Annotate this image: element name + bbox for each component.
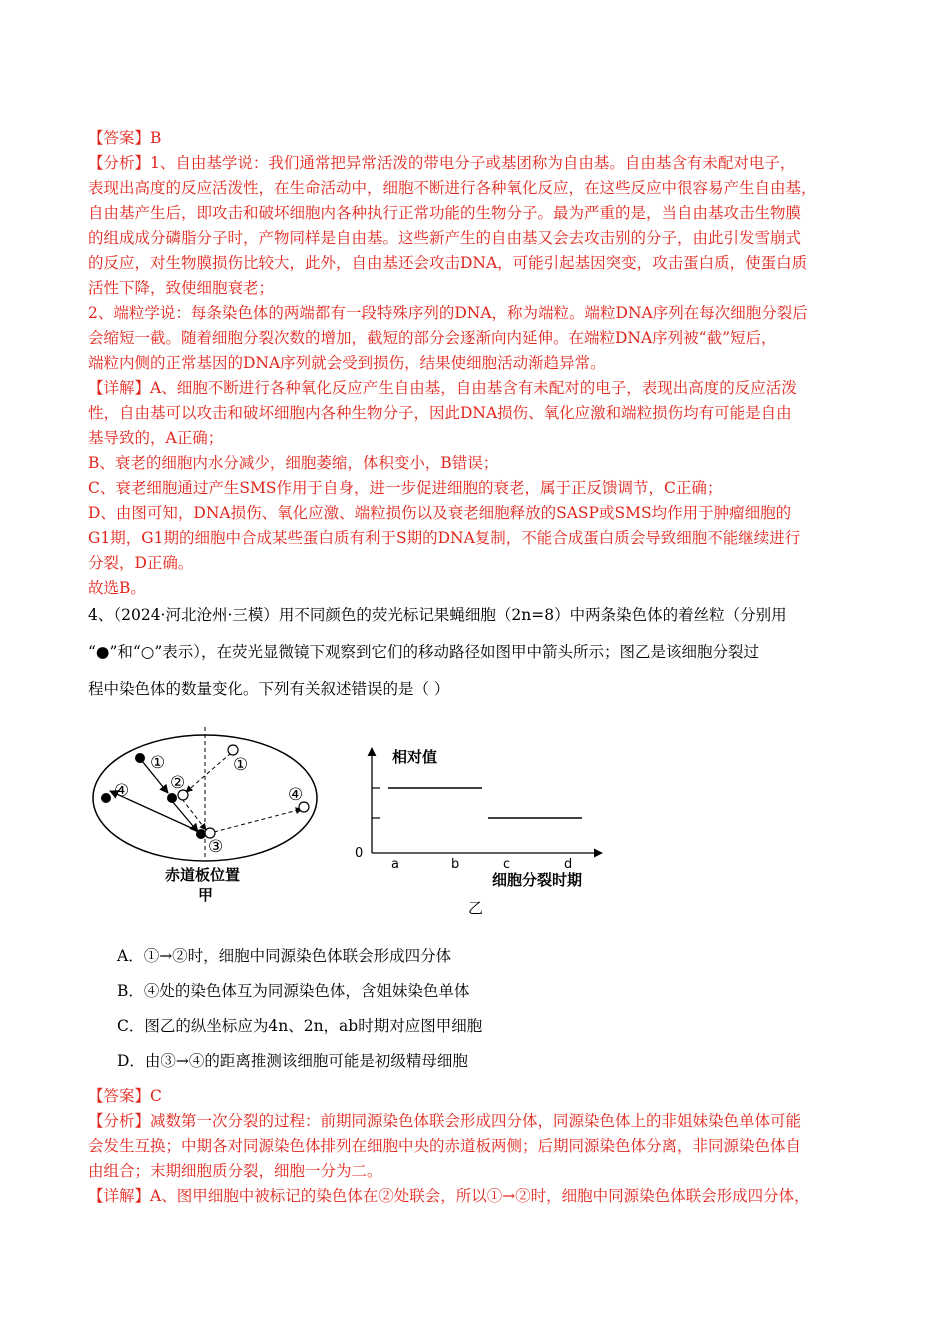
option-d: D．由③→④的距离推测该细胞可能是初级精母细胞 (117, 1052, 468, 1070)
detail-line: 性，自由基可以攻击和破坏细胞内各种生物分子，因此DNA损伤、氧化应激和端粒损伤均有可能是自由 (88, 404, 792, 422)
marker-label-2: ② (170, 773, 186, 793)
answer-label-1: 【答案】B (88, 129, 162, 147)
analysis-line: 会发生互换；中期各对同源染色体排列在细胞中央的赤道板两侧；后期同源染色体分离，非同源染色体自 (88, 1137, 802, 1155)
marker-label-4: ④ (114, 781, 130, 801)
detail-line: C、衰老细胞通过产生SMS作用于自身，进一步促进细胞的衰老，属于正反馈调节，C正确； (88, 479, 723, 497)
x-tick-c: c (503, 857, 511, 872)
solid-centromere (135, 753, 145, 763)
marker-label-1: ① (150, 753, 166, 773)
origin-label: 0 (355, 846, 364, 861)
marker-label-3: ③ (208, 837, 224, 857)
x-tick-b: b (451, 857, 460, 872)
y-axis-label: 相对值 (392, 748, 438, 766)
analysis-line: 【分析】减数第一次分裂的过程：前期同源染色体联会形成四分体，同源染色体上的非姐妹染色单体可能 (88, 1112, 802, 1130)
question-text: “●”和“○”表示），在荧光显微镜下观察到它们的移动路径如图甲中箭头所示；图乙是该细胞分裂过 (88, 643, 759, 661)
option-b: B．④处的染色体互为同源染色体，含姐妹染色单体 (117, 982, 470, 1000)
option-c: C．图乙的纵坐标应为4n、2n，ab时期对应图甲细胞 (117, 1017, 483, 1035)
equator-label: 赤道板位置 (165, 866, 241, 884)
figure-yi (350, 720, 620, 920)
detail-line: G1期，G1期的细胞中合成某些蛋白质有利于S期的DNA复制，不能合成蛋白质会导致细胞不能继续进行 (88, 529, 801, 547)
detail-line: D、由图可知，DNA损伤、氧化应激、端粒损伤以及衰老细胞释放的SASP或SMS均作用于肿瘤细胞的 (88, 504, 792, 522)
marker-label-1: ① (233, 755, 249, 775)
analysis-line: 2、端粒学说：每条染色体的两端都有一段特殊序列的DNA，称为端粒。端粒DNA序列在每次细胞分裂后 (88, 304, 808, 322)
analysis-line: 由组合；末期细胞质分裂，细胞一分为二。 (88, 1162, 383, 1180)
analysis-line: 自由基产生后，即攻击和破坏细胞内各种执行正常功能的生物分子。最为严重的是，当自由基攻击生物膜 (88, 204, 802, 222)
marker-label-4: ④ (288, 785, 304, 805)
detail-line: 分裂，D正确。 (88, 554, 194, 572)
hollow-centromere (228, 745, 238, 755)
conclusion-line: 故选B。 (88, 579, 146, 597)
analysis-line: 的反应，对生物膜损伤比较大，此外，自由基还会攻击DNA，可能引起基因突变，攻击蛋白质，使蛋白质 (88, 254, 808, 272)
option-a: A．①→②时，细胞中同源染色体联会形成四分体 (117, 947, 452, 965)
x-tick-a: a (391, 857, 399, 872)
detail-line: 基导致的，A正确； (88, 429, 224, 447)
solid-centromere (167, 793, 177, 803)
x-axis-label: 细胞分裂时期 (492, 871, 583, 889)
solid-centromere (101, 793, 111, 803)
figure-jia (90, 720, 330, 910)
analysis-line: 【分析】1、自由基学说：我们通常把异常活泼的带电分子或基团称为自由基。自由基含有未配对电子， (88, 154, 796, 172)
analysis-line: 会缩短一截。随着细胞分裂次数的增加，截短的部分会逐渐向内延伸。在端粒DNA序列被“截”短后， (88, 329, 777, 347)
analysis-line: 活性下降，致使细胞衰老； (88, 279, 275, 297)
figure-jia-caption: 甲 (198, 886, 214, 904)
figure-yi-caption: 乙 (468, 899, 484, 917)
detail-line: 【详解】A、细胞不断进行各种氧化反应产生自由基，自由基含有未配对的电子，表现出高度的反应活泼 (88, 379, 797, 397)
x-tick-d: d (564, 857, 573, 872)
detail-line: B、衰老的细胞内水分减少，细胞萎缩，体积变小，B错误； (88, 454, 499, 472)
question-text: 程中染色体的数量变化。下列有关叙述错误的是（ ） (88, 680, 450, 698)
detail-line: 【详解】A、图甲细胞中被标记的染色体在②处联会，所以①→②时，细胞中同源染色体联会形成四分体， (88, 1187, 810, 1205)
analysis-line: 的组成成分磷脂分子时，产物同样是自由基。这些新产生的自由基又会去攻击别的分子，由此引发雪崩式 (88, 229, 802, 247)
question-text: 4、（2024·河北沧州·三模）用不同颜色的荧光标记果蝇细胞（2n=8）中两条染色体的着丝粒（分别用 (88, 606, 787, 624)
answer-label-2: 【答案】C (88, 1087, 162, 1105)
analysis-line: 端粒内侧的正常基因的DNA序列就会受到损伤，结果使细胞活动渐趋异常。 (88, 354, 606, 372)
analysis-line: 表现出高度的反应活泼性，在生命活动中，细胞不断进行各种氧化反应，在这些反应中很容易产生自由基， (88, 179, 817, 197)
